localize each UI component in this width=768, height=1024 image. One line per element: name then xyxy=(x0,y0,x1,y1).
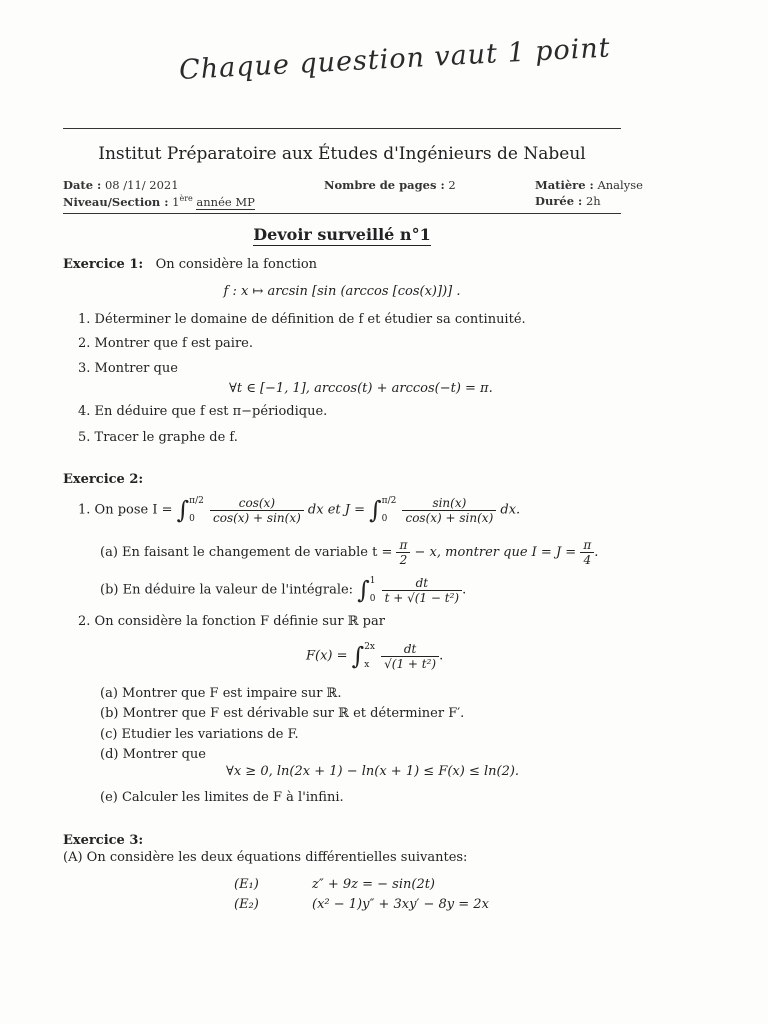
integral-sign-icon: ∫ xyxy=(357,576,370,604)
ex2-q1-mid: dx et J = xyxy=(307,502,365,518)
duration-field xyxy=(535,194,601,208)
ex2-qa-frac-2 xyxy=(580,538,594,567)
ex2-qd2-formula: ∀x ≥ 0, ln(2x + 1) − ln(x + 1) ≤ F(x) ≤ ln(2). xyxy=(226,764,520,779)
ex2-heading xyxy=(63,472,143,487)
ex2-q1 xyxy=(78,492,520,528)
level-label: Niveau/Section : xyxy=(63,194,169,209)
handwritten-note: Chaque question vaut 1 point xyxy=(178,32,612,86)
date-label: Date : xyxy=(63,178,102,192)
ex2-qa: (a) En faisant le changement de variable t = $\frac{\pi}{2}$ − x, montrer que I = J = $\frac{\pi}{4}$ . xyxy=(100,538,599,567)
frac-den: 2 xyxy=(399,553,408,567)
upper-limit: 2x xyxy=(364,642,375,652)
ex2-qa-frac-1 xyxy=(396,538,410,567)
ex3-intro: (A) On considère les deux équations différentielles suivantes: xyxy=(63,850,468,865)
institute-name: Institut Préparatoire aux Études d'Ingénieurs de Nabeul xyxy=(98,144,586,164)
duration-label: Durée : xyxy=(535,194,583,208)
integral-sign-icon: ∫ xyxy=(176,496,190,524)
ex2-F-def: F(x) = ∫ 2x x $\frac{dt}{\text{√(1 + t²)}}$ . xyxy=(306,638,443,674)
frac-den: cos(x) + sin(x) xyxy=(405,510,494,525)
level-num: 1 xyxy=(172,194,180,209)
ex2-qb-text: (b) En déduire la valeur de l'intégrale: xyxy=(100,582,354,598)
ex1-intro: On considère la fonction xyxy=(155,257,318,272)
date-field xyxy=(63,178,179,192)
upper-limit: π/2 xyxy=(381,496,397,506)
ex2-qb-limits xyxy=(370,572,376,608)
frac-den: t + √(1 − t²) xyxy=(384,590,460,605)
ex2-q1-frac-1 xyxy=(210,496,304,525)
level-rest: année MP xyxy=(196,194,255,209)
upper-limit: π/2 xyxy=(189,496,204,506)
ex3-e1-eq: z″ + 9z = − sin(2t) xyxy=(312,877,436,892)
integral-sign-icon: ∫ xyxy=(369,496,382,524)
ex1-formula: f : x ↦ arcsin [sin (arccos [cos(x)])] . xyxy=(223,284,461,299)
subject-value: Analyse xyxy=(597,178,643,192)
ex2-q1-end: dx. xyxy=(500,502,521,518)
duration-value: 2h xyxy=(585,194,601,208)
frac-den: 4 xyxy=(583,553,592,567)
frac-num: dt xyxy=(382,576,462,591)
exam-title xyxy=(63,225,621,244)
ex3-e1-label: (E₁) xyxy=(234,877,259,892)
ex3-e2-label: (E₂) xyxy=(234,897,259,912)
ex2-qa-text: (a) En faisant le changement de variable t = xyxy=(100,545,393,560)
ex1-q1: 1. Déterminer le domaine de définition de f et étudier sa continuité. xyxy=(78,312,526,327)
ex1-q3: 3. Montrer que xyxy=(78,361,178,376)
date-value: 08 /11/ 2021 xyxy=(104,178,179,192)
pages-label: Nombre de pages : xyxy=(324,178,445,192)
ex2-q2: 2. On considère la fonction F définie sur ℝ par xyxy=(78,614,385,629)
upper-limit: 1 xyxy=(369,576,376,586)
F-frac xyxy=(381,642,439,671)
ex2-q1-limits-1 xyxy=(189,492,204,528)
F-limits xyxy=(364,638,375,674)
ex3-heading-text: Exercice 3: xyxy=(63,833,144,848)
frac-num: dt xyxy=(381,642,439,657)
level-field xyxy=(63,194,255,209)
frac-num: sin(x) xyxy=(402,496,496,511)
lower-limit: x xyxy=(364,660,370,670)
subject-field xyxy=(535,178,643,192)
ex2-q1-frac-2 xyxy=(402,496,496,525)
lower-limit: 0 xyxy=(381,514,388,524)
header-divider xyxy=(63,213,621,214)
frac-num: π xyxy=(396,538,410,553)
top-divider xyxy=(63,128,621,129)
ex3-heading xyxy=(63,833,143,848)
ex2-qa2: (a) Montrer que F est impaire sur ℝ. xyxy=(100,686,342,701)
integral-sign-icon: ∫ xyxy=(351,642,365,670)
ex2-q1-lead: 1. On pose I = xyxy=(78,502,173,518)
ex2-qd2: (d) Montrer que xyxy=(100,747,206,762)
ex2-qc2: (c) Etudier les variations de F. xyxy=(100,727,299,742)
exam-title-text: Devoir surveillé n°1 xyxy=(253,225,431,244)
ex2-qb-frac xyxy=(382,576,462,605)
ex2-heading-text: Exercice 2: xyxy=(63,472,144,487)
frac-num: cos(x) xyxy=(210,496,304,511)
frac-den: √(1 + t²) xyxy=(384,656,437,671)
pages-value: 2 xyxy=(448,178,456,192)
ex3-e2-eq: (x² − 1)y″ + 3xy′ − 8y = 2x xyxy=(312,897,489,912)
ex2-qa-mid: − x, montrer que I = J = xyxy=(414,545,577,560)
F-left: F(x) = xyxy=(306,648,348,664)
ex2-qe2: (e) Calculer les limites de F à l'infini. xyxy=(100,790,344,805)
frac-den: cos(x) + sin(x) xyxy=(213,510,301,525)
ex1-q4: 4. En déduire que f est π−périodique. xyxy=(78,404,328,419)
ex1-heading-line xyxy=(63,257,317,272)
frac-num: π xyxy=(580,538,594,553)
ex2-qb: (b) En déduire la valeur de l'intégrale: ∫ 1 0 $\frac{dt}{\text{t + √(1 − t²)}}$ . xyxy=(100,572,466,608)
ex1-q3-formula: ∀t ∈ [−1, 1], arccos(t) + arccos(−t) = π. xyxy=(229,381,493,396)
ex1-q5: 5. Tracer le graphe de f. xyxy=(78,430,238,445)
ex2-q1-limits-2 xyxy=(382,492,397,528)
subject-label: Matière : xyxy=(535,178,594,192)
level-sup: ère xyxy=(179,194,193,203)
ex2-qb2: (b) Montrer que F est dérivable sur ℝ et déterminer F′. xyxy=(100,706,465,721)
ex1-heading: Exercice 1: xyxy=(63,257,144,272)
ex1-q2: 2. Montrer que f est paire. xyxy=(78,336,253,351)
lower-limit: 0 xyxy=(369,594,376,604)
pages-field xyxy=(324,178,456,192)
lower-limit: 0 xyxy=(189,514,195,524)
